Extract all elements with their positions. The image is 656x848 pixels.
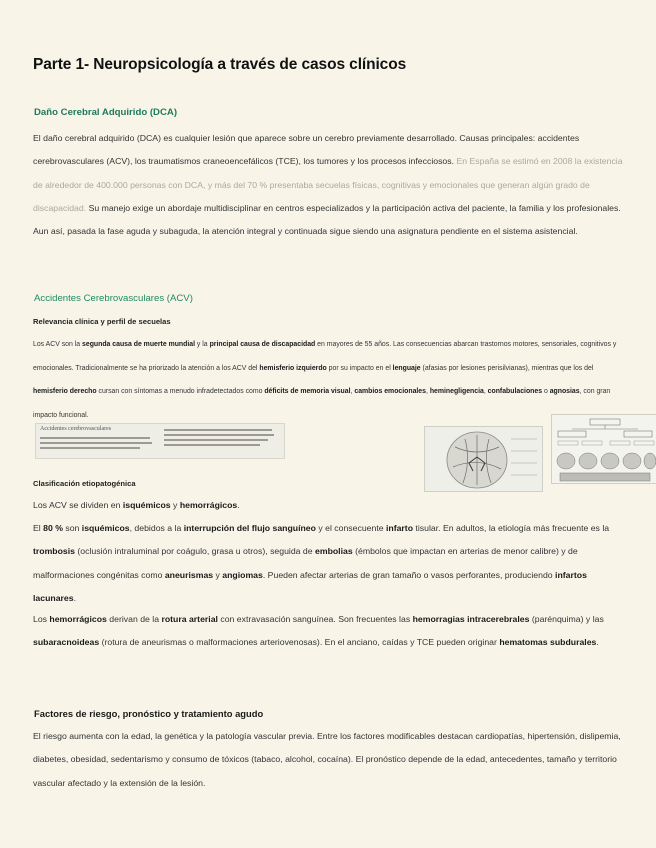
text: Los bbox=[33, 614, 50, 624]
text: tisular. En adultos, la etiología más frecuente es la bbox=[413, 523, 610, 533]
bold-text: infartos lacunares bbox=[33, 569, 587, 603]
bold-text: isquémicos bbox=[122, 500, 171, 510]
section-heading-factores: Factores de riesgo, pronóstico y tratamiento agudo bbox=[34, 708, 264, 719]
text: , bbox=[483, 388, 488, 396]
text: Los ACV se dividen en bbox=[33, 500, 123, 510]
bold-text: heminegligencia bbox=[429, 388, 484, 396]
text: , con gran impacto funcional. bbox=[33, 388, 611, 419]
text: cursan con síntomas a menudo infradetectados como bbox=[96, 388, 265, 396]
text: . Pueden afectar arterias de gran tamaño o vasos perforantes, produciendo bbox=[262, 569, 556, 580]
text: (parénquima) y las bbox=[529, 614, 604, 624]
text: y bbox=[170, 500, 180, 510]
text: Los ACV son la bbox=[33, 341, 83, 348]
bold-text: hematomas subdurales bbox=[499, 637, 597, 648]
diagram-illustration-icon bbox=[552, 415, 656, 485]
text: . bbox=[73, 592, 76, 603]
bold-text: embolias bbox=[315, 546, 353, 557]
text: (oclusión intraluminal por coágulo, grasa u otros), seguida de bbox=[75, 546, 316, 557]
bold-text: subaracnoideas bbox=[33, 637, 100, 648]
relevancia-paragraph bbox=[33, 333, 625, 427]
bold-text: lenguaje bbox=[392, 364, 421, 372]
dca-muted-text: En España se estimó en 2008 la existencia de alrededor de 400.000 personas con DCA, y más del 70 % presentaba secuelas físicas, cognitivas y emocionales que generan algún grado de discapacidad. bbox=[33, 156, 623, 213]
stroke-classification-diagram bbox=[551, 414, 656, 484]
bold-text: hemisferio izquierdo bbox=[259, 364, 327, 372]
bold-text: segunda causa de muerte mundial bbox=[82, 341, 195, 348]
text: por su impacto en el bbox=[326, 364, 393, 372]
scanned-book-excerpt-image bbox=[35, 423, 285, 459]
section-heading-acv: Accidentes Cerebrovasculares (ACV) bbox=[34, 293, 193, 304]
text: . bbox=[237, 500, 240, 510]
dca-paragraph bbox=[33, 127, 623, 243]
subheading-clasificacion: Clasificación etiopatogénica bbox=[33, 479, 136, 488]
clasificacion-intro bbox=[33, 494, 623, 517]
text: , debidos a la bbox=[129, 523, 184, 533]
section-heading-dca: Daño Cerebral Adquirido (DCA) bbox=[34, 107, 178, 118]
bold-text: interrupción del flujo sanguíneo bbox=[183, 523, 316, 533]
bold-text: hemorrágicos bbox=[179, 500, 238, 510]
hemorragicos-paragraph bbox=[33, 608, 623, 655]
bold-text: trombosis bbox=[33, 546, 75, 557]
bold-text: angiomas bbox=[222, 569, 263, 580]
text: o bbox=[542, 388, 550, 396]
bold-text: confabulaciones bbox=[487, 388, 543, 396]
text: (émbolos que impactan en arterias de menor calibre) y de malformaciones congénitas como bbox=[33, 546, 578, 580]
text: , bbox=[350, 388, 355, 396]
bold-text: aneurismas bbox=[164, 569, 214, 580]
factores-paragraph: El riesgo aumenta con la edad, la genética y la patología vascular previa. Entre los factores modificables destacan cardiopatías, hipertensión, dislipemia, diabetes, obesidad, sedentarismo y consumo de tóxicos (tabaco, alcohol, cocaína). El pronóstico depende de la edad, antecedentes, tamaño y territorio vascular afectado y la extensión de la lesión. bbox=[33, 731, 621, 788]
brain-illustration-icon bbox=[425, 427, 544, 493]
brain-vascular-figure bbox=[424, 426, 543, 492]
bold-text: hemorrágicos bbox=[49, 614, 107, 624]
text: (afasias por lesiones perisilvianas), mientras que los del bbox=[420, 364, 594, 372]
isquemicos-paragraph bbox=[33, 517, 623, 610]
page-title: Parte 1- Neuropsicología a través de casos clínicos bbox=[33, 56, 407, 73]
text: derivan de la bbox=[106, 614, 162, 624]
bold-text: cambios emocionales bbox=[354, 388, 426, 396]
bold-text: déficits de memoria visual bbox=[264, 388, 351, 396]
dca-text: El daño cerebral adquirido (DCA) es cualquier lesión que aparece sobre un cerebro previamente desarrollado. Causas principales: accidentes cerebrovasculares (ACV), los traumatismos craneoencefálicos (TCE), los tumores y los procesos infecciosos. bbox=[33, 133, 580, 167]
text: y el consecuente bbox=[315, 523, 386, 533]
bold-text: agnosias bbox=[549, 388, 580, 396]
text: , bbox=[425, 388, 430, 396]
bold-text: isquémicos bbox=[81, 523, 130, 533]
bold-text: hemorragias intracerebrales bbox=[412, 614, 530, 624]
text: y la bbox=[195, 341, 210, 348]
bold-text: principal causa de discapacidad bbox=[209, 341, 316, 348]
bold-text: infarto bbox=[385, 523, 414, 533]
dca-text-end: Su manejo exige un abordaje multidisciplinar en centros especializados y la participación activa del paciente, la familia y los profesionales. Aun así, pasada la fase aguda y subaguda, la atención integral y continuada sigue siendo una asignatura pendiente en el sistema asistencial. bbox=[33, 202, 621, 237]
bold-text: rotura arterial bbox=[161, 614, 218, 624]
text: con extravasación sanguínea. Son frecuentes las bbox=[217, 614, 413, 624]
bold-text: 80 % bbox=[43, 523, 63, 533]
text: son bbox=[62, 523, 82, 533]
text: en mayores de 55 años. Las consecuencias abarcan trastornos motores, sensoriales, cognitivos y emocionales. Tradicionalmente se ha priorizado la atención a los ACV del bbox=[33, 341, 617, 372]
bold-text: hemisferio derecho bbox=[33, 388, 97, 396]
text: (rotura de aneurismas o malformaciones arteriovenosas). En el anciano, caídas y TCE pueden originar bbox=[99, 637, 500, 648]
text: El bbox=[33, 523, 44, 533]
scan-caption: Accidentes cerebrovasculares bbox=[40, 426, 112, 432]
subheading-relevancia: Relevancia clínica y perfil de secuelas bbox=[33, 317, 171, 326]
text: y bbox=[213, 569, 223, 580]
text: . bbox=[596, 637, 599, 648]
